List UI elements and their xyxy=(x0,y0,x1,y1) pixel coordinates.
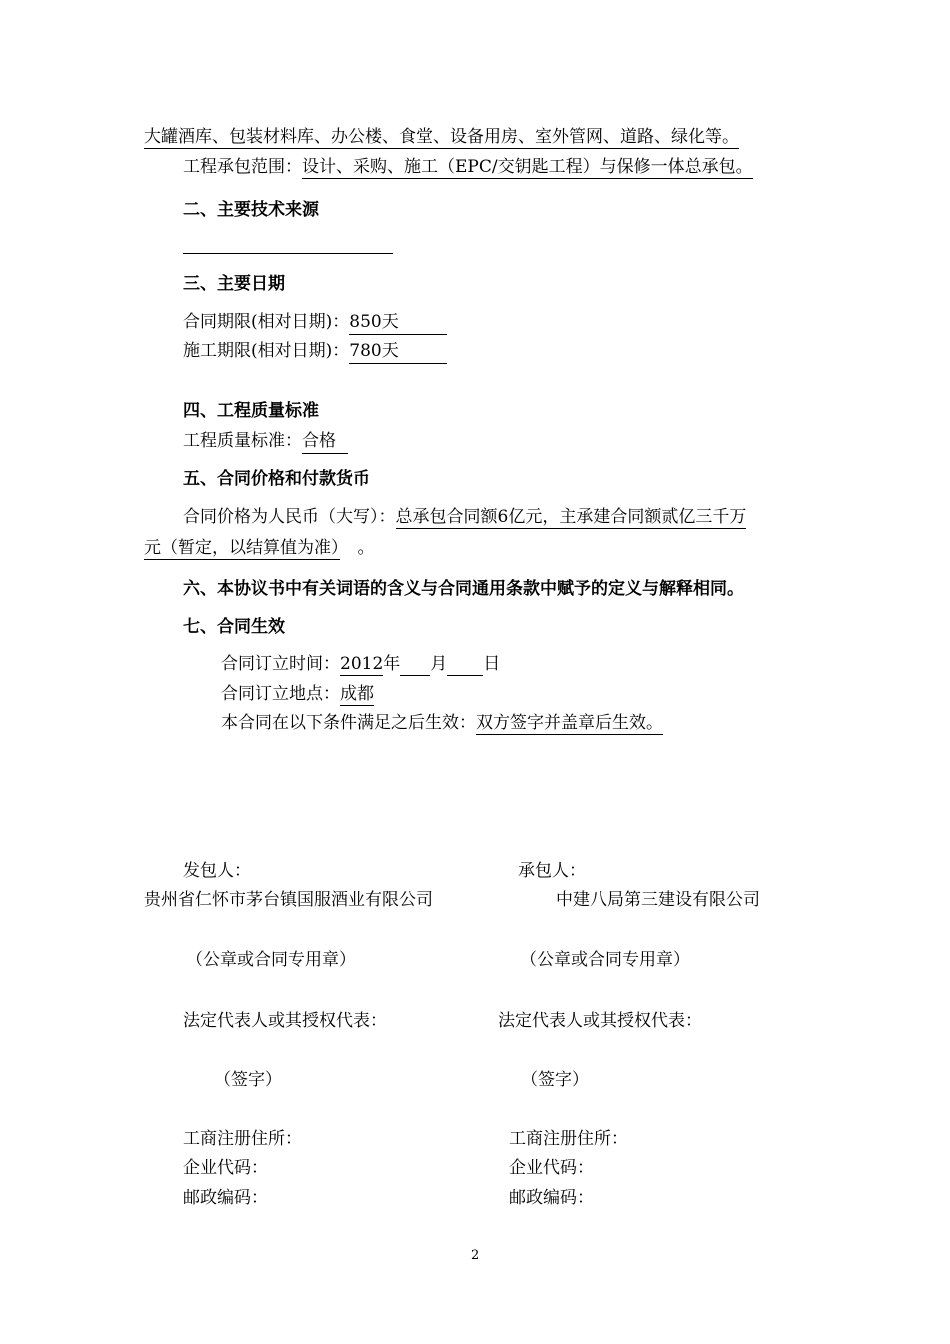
section-2-title: 二、主要技术来源 xyxy=(183,200,319,220)
scope-line-1 xyxy=(144,126,739,148)
party-b-address: 工商注册住所： xyxy=(509,1129,628,1149)
scope-value: 设计、采购、施工（EPC/交钥匙工程）与保修一体总承包。 xyxy=(302,157,753,177)
price-value-line-1: 总承包合同额6亿元，主承建合同额贰亿三千万 xyxy=(395,507,747,527)
month-blank xyxy=(400,657,430,676)
party-a-postcode: 邮政编码： xyxy=(183,1188,268,1208)
contract-period-label: 合同期限(相对日期)： xyxy=(183,312,350,332)
contract-period-row xyxy=(183,311,447,335)
party-a-name: 贵州省仁怀市茅台镇国服酒业有限公司 xyxy=(144,890,433,910)
sign-place-value: 成都 xyxy=(340,684,374,704)
page-number: 2 xyxy=(471,1248,480,1263)
price-value-line-2: 元（暂定，以结算值为准） xyxy=(144,538,340,558)
party-a-seal: （公章或合同专用章） xyxy=(186,950,356,970)
quality-label: 工程质量标准： xyxy=(183,431,302,451)
party-a-address: 工商注册住所： xyxy=(183,1129,302,1149)
party-b-seal: （公章或合同专用章） xyxy=(520,950,690,970)
sign-time-label: 合同订立时间： xyxy=(221,654,340,674)
year-unit: 年 xyxy=(383,654,401,674)
construction-period-value: 780天 xyxy=(349,340,447,364)
quality-value: 合格 xyxy=(302,430,348,454)
price-row-1 xyxy=(183,506,746,528)
price-row-2 xyxy=(144,537,375,559)
day-blank xyxy=(447,657,483,676)
scope-line-2 xyxy=(183,156,753,178)
tech-source-blank-line xyxy=(183,253,393,254)
day-unit: 日 xyxy=(483,654,501,674)
party-a-signature: （签字） xyxy=(214,1070,282,1090)
price-label: 合同价格为人民币（大写）： xyxy=(183,507,396,527)
section-6-title: 六、本协议书中有关词语的含义与合同通用条款中赋予的定义与解释相同。 xyxy=(183,579,744,599)
party-b-enterprise-code: 企业代码： xyxy=(509,1158,594,1178)
construction-period-label: 施工期限(相对日期)： xyxy=(183,341,350,361)
section-5-title: 五、合同价格和付款货币 xyxy=(183,469,370,489)
effective-row xyxy=(221,712,663,734)
party-b-signature: （签字） xyxy=(521,1070,589,1090)
month-unit: 月 xyxy=(430,654,448,674)
sign-time-row xyxy=(221,653,500,676)
sign-place-row xyxy=(221,683,374,705)
sign-place-label: 合同订立地点： xyxy=(221,684,340,704)
section-4-title: 四、工程质量标准 xyxy=(183,401,319,421)
party-b-name: 中建八局第三建设有限公司 xyxy=(556,890,760,910)
contract-period-value: 850天 xyxy=(349,311,447,335)
sign-year: 2012 xyxy=(340,654,384,674)
price-end-mark: 。 xyxy=(357,538,375,558)
quality-row xyxy=(183,430,348,454)
party-a-representative: 法定代表人或其授权代表： xyxy=(183,1011,387,1031)
scope-label: 工程承包范围： xyxy=(183,157,302,177)
effective-label: 本合同在以下条件满足之后生效： xyxy=(221,713,476,733)
section-7-title: 七、合同生效 xyxy=(183,617,285,637)
scope-text-1: 大罐酒库、包装材料库、办公楼、食堂、设备用房、室外管网、道路、绿化等。 xyxy=(144,127,739,147)
construction-period-row xyxy=(183,340,447,364)
party-b-representative: 法定代表人或其授权代表： xyxy=(498,1011,702,1031)
party-b-postcode: 邮政编码： xyxy=(509,1188,594,1208)
effective-value: 双方签字并盖章后生效。 xyxy=(476,713,663,733)
section-3-title: 三、主要日期 xyxy=(183,274,285,294)
party-a-enterprise-code: 企业代码： xyxy=(183,1158,268,1178)
party-b-role: 承包人： xyxy=(518,861,586,881)
party-a-role: 发包人： xyxy=(183,861,251,881)
